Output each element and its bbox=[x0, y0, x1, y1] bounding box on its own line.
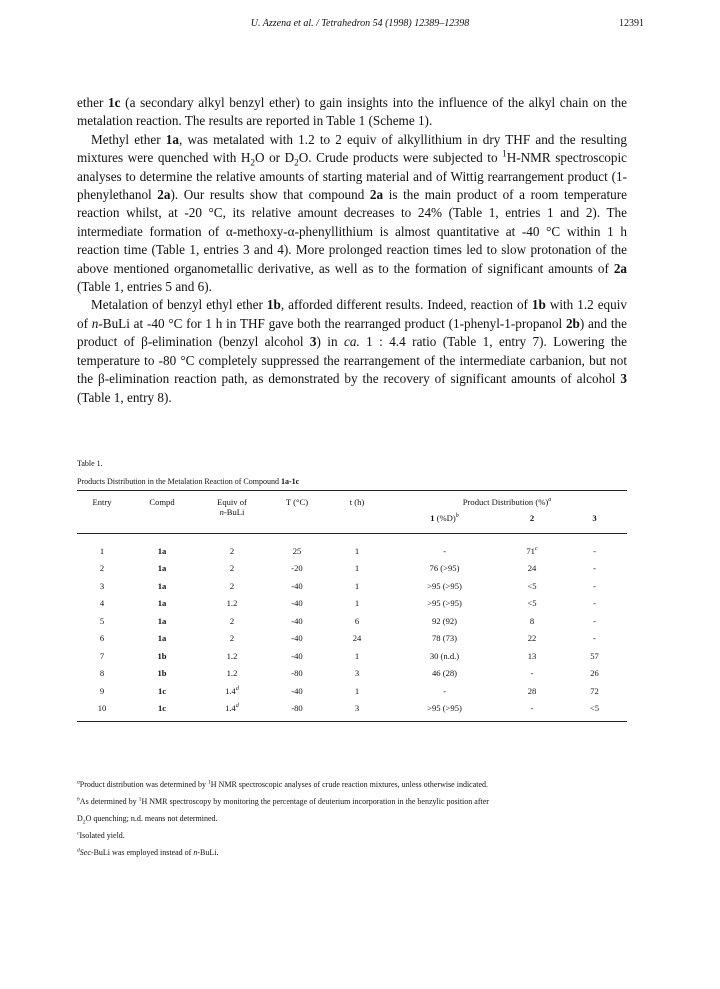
table-cell: - bbox=[593, 563, 596, 574]
table-row bbox=[77, 577, 627, 595]
table-row bbox=[77, 595, 627, 613]
table-cell: 2 bbox=[99, 563, 105, 574]
journal-citation: U. Azzena et al. / Tetrahedron 54 (1998) 12389–12398 bbox=[250, 18, 470, 29]
table-cell: -40 bbox=[291, 633, 303, 644]
table-cell: -40 bbox=[291, 615, 303, 626]
table-row bbox=[77, 612, 627, 630]
table-cell: 26 bbox=[590, 668, 599, 679]
table-cell: 2 bbox=[229, 580, 235, 591]
table-cell: 28 bbox=[527, 685, 537, 696]
table-cell: 7 bbox=[99, 650, 105, 661]
footnote: $^b$As determined by $^1$H NMR spectroscopy by monitoring the percentage of deuterium incorporation in the benzylic position after bbox=[77, 796, 489, 806]
table-cell: 78 (73) bbox=[431, 633, 458, 644]
table-cell: 8 bbox=[99, 668, 105, 679]
table-cell: <5 bbox=[527, 580, 537, 591]
table-cell: 2 bbox=[229, 563, 235, 574]
results-table bbox=[77, 490, 627, 722]
table-body bbox=[77, 534, 627, 722]
table-cell: >95 (>95) bbox=[427, 703, 462, 714]
footnote: $^c$Isolated yield. bbox=[77, 830, 125, 840]
table-cell: -40 bbox=[291, 685, 303, 696]
table-row bbox=[77, 682, 627, 700]
table-cell: <5 bbox=[589, 703, 600, 714]
header-time: t (h) bbox=[327, 491, 387, 514]
table-cell: - bbox=[593, 580, 596, 591]
table-cell: 1a bbox=[157, 633, 167, 644]
table-cell: -40 bbox=[291, 650, 303, 661]
table-cell: 30 (n.d.) bbox=[429, 650, 460, 661]
header-col2: 2 bbox=[529, 513, 535, 523]
footnote: $^a$Product distribution was determined by $^1$H NMR spectroscopic analyses of crude reaction mixtures, unless otherwise indicated. bbox=[77, 779, 489, 789]
table-cell: 57 bbox=[590, 650, 599, 661]
table-cell: - bbox=[443, 545, 446, 556]
table-cell: 22 bbox=[527, 633, 537, 644]
table-row bbox=[77, 665, 627, 683]
table-cell: 1a bbox=[157, 545, 167, 556]
paragraph: Methyl ether 1a, was metalated with 1.2 to 2 equiv of alkyllithium in dry THF and the resulting mixtures were quenched with $H_2O$ or $D_2O$. Crude products were subjected to $^1$H-NMR spectroscopic analyses to determine the relative amounts of starting material and of Wittig rearrangement product (1-phenylethanol 2a). Our results show that compound 2a is the main product of a room temperature reaction whilst, at -20 °C, its relative amount decreases to 24% (Table 1, entries 1 and 2). The intermediate formation of α-methoxy-α-phenyllithium is almost quantitative at -40 °C within 1 h reaction time (Table 1, entries 3 and 4). More prolonged reaction times led to slow protonation of the above mentioned organometallic derivative, as well as to the formation of significant amounts of 2a (Table 1, entries 5 and 6). bbox=[77, 131, 627, 295]
table-cell: -40 bbox=[291, 580, 303, 591]
table-cell: 25 bbox=[292, 545, 302, 556]
table-cell: 1a bbox=[157, 598, 167, 609]
table-cell: -20 bbox=[291, 563, 303, 574]
table-cell: 1 bbox=[354, 580, 360, 591]
table-cell: 1 bbox=[99, 545, 105, 556]
table-cell: 1a bbox=[157, 615, 167, 626]
table-cell: - bbox=[530, 703, 534, 714]
table-cell: >95 (>95) bbox=[427, 598, 462, 609]
table-cell: 1.2 bbox=[226, 598, 238, 609]
table-cell: 1a bbox=[157, 563, 167, 574]
table-cell: -80 bbox=[291, 703, 303, 714]
body-text bbox=[77, 94, 627, 407]
table-cell: 1.2 bbox=[226, 668, 238, 679]
table-row bbox=[77, 534, 627, 560]
table-caption: Products Distribution in the Metalation Reaction of Compound 1a-1c bbox=[77, 477, 300, 486]
header-entry: Entry bbox=[77, 491, 127, 514]
table-cell: >95 (>95) bbox=[427, 580, 462, 591]
table-cell: 1 bbox=[354, 650, 360, 661]
table-cell: 1 bbox=[354, 598, 360, 609]
table-cell: 13 bbox=[527, 650, 537, 661]
footnote: $D_2O$ quenching; n.d. means not determined. bbox=[77, 814, 218, 826]
table-cell: 1.2 bbox=[226, 650, 238, 661]
table-cell: - bbox=[530, 668, 534, 679]
table-cell: -80 bbox=[291, 668, 303, 679]
table-cell: 4 bbox=[99, 598, 105, 609]
table-cell: 1c bbox=[157, 703, 167, 714]
table-cell: 5 bbox=[99, 615, 105, 626]
table-cell: - bbox=[593, 545, 596, 556]
table-cell: - bbox=[443, 685, 446, 696]
table-cell: 8 bbox=[529, 615, 535, 626]
table-cell: 92 (92) bbox=[431, 615, 458, 626]
header-col1: 1 $(\%D)^b$ bbox=[430, 513, 459, 523]
table-cell: 1.4$^d$ bbox=[225, 685, 239, 696]
table-cell: 9 bbox=[99, 685, 105, 696]
table-cell: 1 bbox=[354, 545, 360, 556]
table-cell: 1 bbox=[354, 563, 360, 574]
table-cell: -40 bbox=[291, 598, 303, 609]
header-product-distribution: Product Distribution (%)$^a$ bbox=[387, 491, 627, 514]
header-equiv: Equiv of n-BuLi bbox=[197, 491, 267, 534]
table-cell: - bbox=[593, 633, 596, 644]
table-cell: 6 bbox=[354, 615, 360, 626]
paragraph: Metalation of benzyl ethyl ether 1b, afforded different results. Indeed, reaction of 1b with 1.2 equiv of n-BuLi at -40 °C for 1 h in THF gave both the rearranged product (1-phenyl-1-propanol 2b) and the product of β-elimination (benzyl alcohol 3) in ca. 1 : 4.4 ratio (Table 1, entry 7). Lowering the temperature to -80 °C completely suppressed the rearrangement of the intermediate carbanion, but not the β-elimination reaction path, as demonstrated by the recovery of significant amounts of alcohol 3 (Table 1, entry 8). bbox=[77, 297, 628, 405]
table-cell: 2 bbox=[229, 545, 235, 556]
table-row bbox=[77, 630, 627, 648]
table-cell: - bbox=[593, 598, 596, 609]
table-cell: 3 bbox=[354, 703, 360, 714]
table-cell: 3 bbox=[99, 580, 105, 591]
table-label: Table 1. bbox=[77, 459, 103, 468]
running-header bbox=[82, 18, 644, 34]
table-cell: 1c bbox=[157, 685, 167, 696]
table-cell: <5 bbox=[527, 598, 537, 609]
table-row bbox=[77, 700, 627, 722]
header-compd: Compd bbox=[127, 491, 197, 514]
table-footnotes bbox=[77, 776, 637, 861]
table-cell: 1b bbox=[157, 668, 167, 679]
table-cell: 76 (>95) bbox=[429, 563, 460, 574]
paragraph: ether 1c (a secondary alkyl benzyl ether) to gain insights into the influence of the alkyl chain on the metalation reaction. The results are reported in Table 1 (Scheme 1). bbox=[77, 95, 628, 129]
table-cell: 1 bbox=[354, 685, 360, 696]
table-cell: 1a bbox=[157, 580, 167, 591]
table-row bbox=[77, 647, 627, 665]
table-cell: 24 bbox=[352, 633, 362, 644]
header-temp: T (°C) bbox=[267, 491, 327, 514]
table-cell: 72 bbox=[590, 685, 599, 696]
table-cell: 1b bbox=[157, 650, 167, 661]
table-cell: - bbox=[593, 615, 596, 626]
table-cell: 3 bbox=[354, 668, 360, 679]
footnote: $^d$Sec-BuLi was employed instead of n-BuLi. bbox=[77, 847, 219, 857]
table-row bbox=[77, 560, 627, 578]
table-cell: 10 bbox=[97, 703, 107, 714]
table-cell: 24 bbox=[527, 563, 537, 574]
table-cell: 1.4$^d$ bbox=[225, 703, 239, 714]
table-cell: 46 (28) bbox=[431, 668, 458, 679]
table-cell: 2 bbox=[229, 633, 235, 644]
table-cell: 71$^c$ bbox=[526, 545, 538, 556]
page-number: 12391 bbox=[619, 18, 644, 29]
table-cell: 6 bbox=[99, 633, 105, 644]
table-cell: 2 bbox=[229, 615, 235, 626]
header-col3: 3 bbox=[592, 513, 597, 523]
